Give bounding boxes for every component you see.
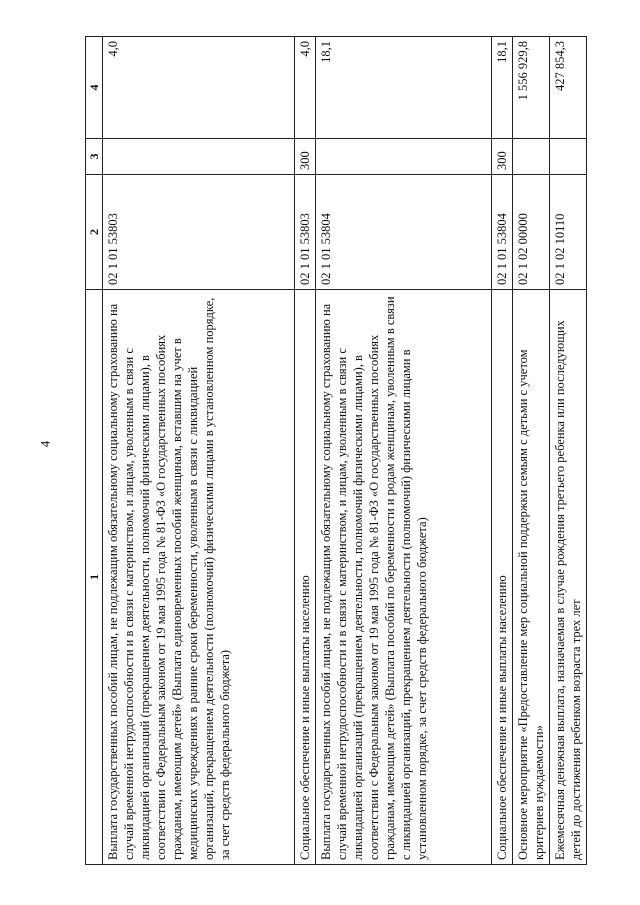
row-description: Социальное обеспечение и иные выплаты населению xyxy=(492,290,513,865)
budget-table xyxy=(85,36,587,865)
row-description: Выплата государственных пособий лицам, не подлежащим обязательному социальному страхованию на случай временной нетрудоспособности и в связи с материнством, и лицам, уволенным в связи с ликвидацией организаций (прекращением деятельности, полномочий физическими лицами), в соответствии с Федеральным законом от 19 мая 1995 года № 81-ФЗ «О государственных пособиях гражданам, имеющим детей» (Выплата единовременных пособий женщинам, вставшим на учет в медицинских учреждениях в ранние сроки беременности, уволенным в связи с ликвидацией организаций, прекращением деятельности (полномочий) физическими лицами в установленном порядке, за счет средств федерального бюджета) xyxy=(103,290,295,865)
row-amount: 18,1 xyxy=(316,37,492,139)
header-col-1: 1 xyxy=(86,290,103,865)
row-amount: 427 854,3 xyxy=(550,37,587,139)
row-code: 02 1 02 10110 xyxy=(550,175,587,290)
header-col-2: 2 xyxy=(86,175,103,290)
row-code: 02 1 01 53803 xyxy=(295,175,316,290)
row-vr xyxy=(513,139,550,175)
table-row xyxy=(492,37,513,865)
row-amount: 1 556 929,8 xyxy=(513,37,550,139)
row-amount: 18,1 xyxy=(492,37,513,139)
header-col-4: 4 xyxy=(86,37,103,139)
rotated-table-stage xyxy=(85,37,583,865)
row-description: Основное мероприятие «Предоставление мер социальной поддержки семьям с детьми с учетом критериев нуждаемости» xyxy=(513,290,550,865)
row-vr xyxy=(550,139,587,175)
table-row xyxy=(550,37,587,865)
table-header-row xyxy=(86,37,103,865)
table-row xyxy=(316,37,492,865)
row-code: 02 1 01 53804 xyxy=(492,175,513,290)
header-col-3: 3 xyxy=(86,139,103,175)
page-number: 4 xyxy=(37,440,53,448)
table-row xyxy=(513,37,550,865)
row-code: 02 1 01 53804 xyxy=(316,175,492,290)
row-code: 02 1 02 00000 xyxy=(513,175,550,290)
row-description: Социальное обеспечение и иные выплаты населению xyxy=(295,290,316,865)
row-vr xyxy=(103,139,295,175)
row-description: Ежемесячная денежная выплата, назначаемая в случае рождения третьего ребенка или последующих детей до достижения ребенком возраста трех лет xyxy=(550,290,587,865)
row-amount: 4,0 xyxy=(103,37,295,139)
row-amount: 4,0 xyxy=(295,37,316,139)
row-vr: 300 xyxy=(492,139,513,175)
table-row xyxy=(103,37,295,865)
row-description: Выплата государственных пособий лицам, не подлежащим обязательному социальному страхованию на случай временной нетрудоспособности и в связи с материнством, и лицам, уволенным в связи с ликвидацией организаций (прекращением деятельности, полномочий физическими лицами), в соответствии с Федеральным законом от 19 мая 1995 года № 81-ФЗ «О государственных пособиях гражданам, имеющим детей» (Выплата пособий по беременности и родам женщинам, уволенным в связи с ликвидацией организаций, прекращением деятельности (полномочий) физическими лицами в установленном порядке, за счет средств федерального бюджета) xyxy=(316,290,492,865)
row-vr xyxy=(316,139,492,175)
row-code: 02 1 01 53803 xyxy=(103,175,295,290)
row-vr: 300 xyxy=(295,139,316,175)
table-row xyxy=(295,37,316,865)
